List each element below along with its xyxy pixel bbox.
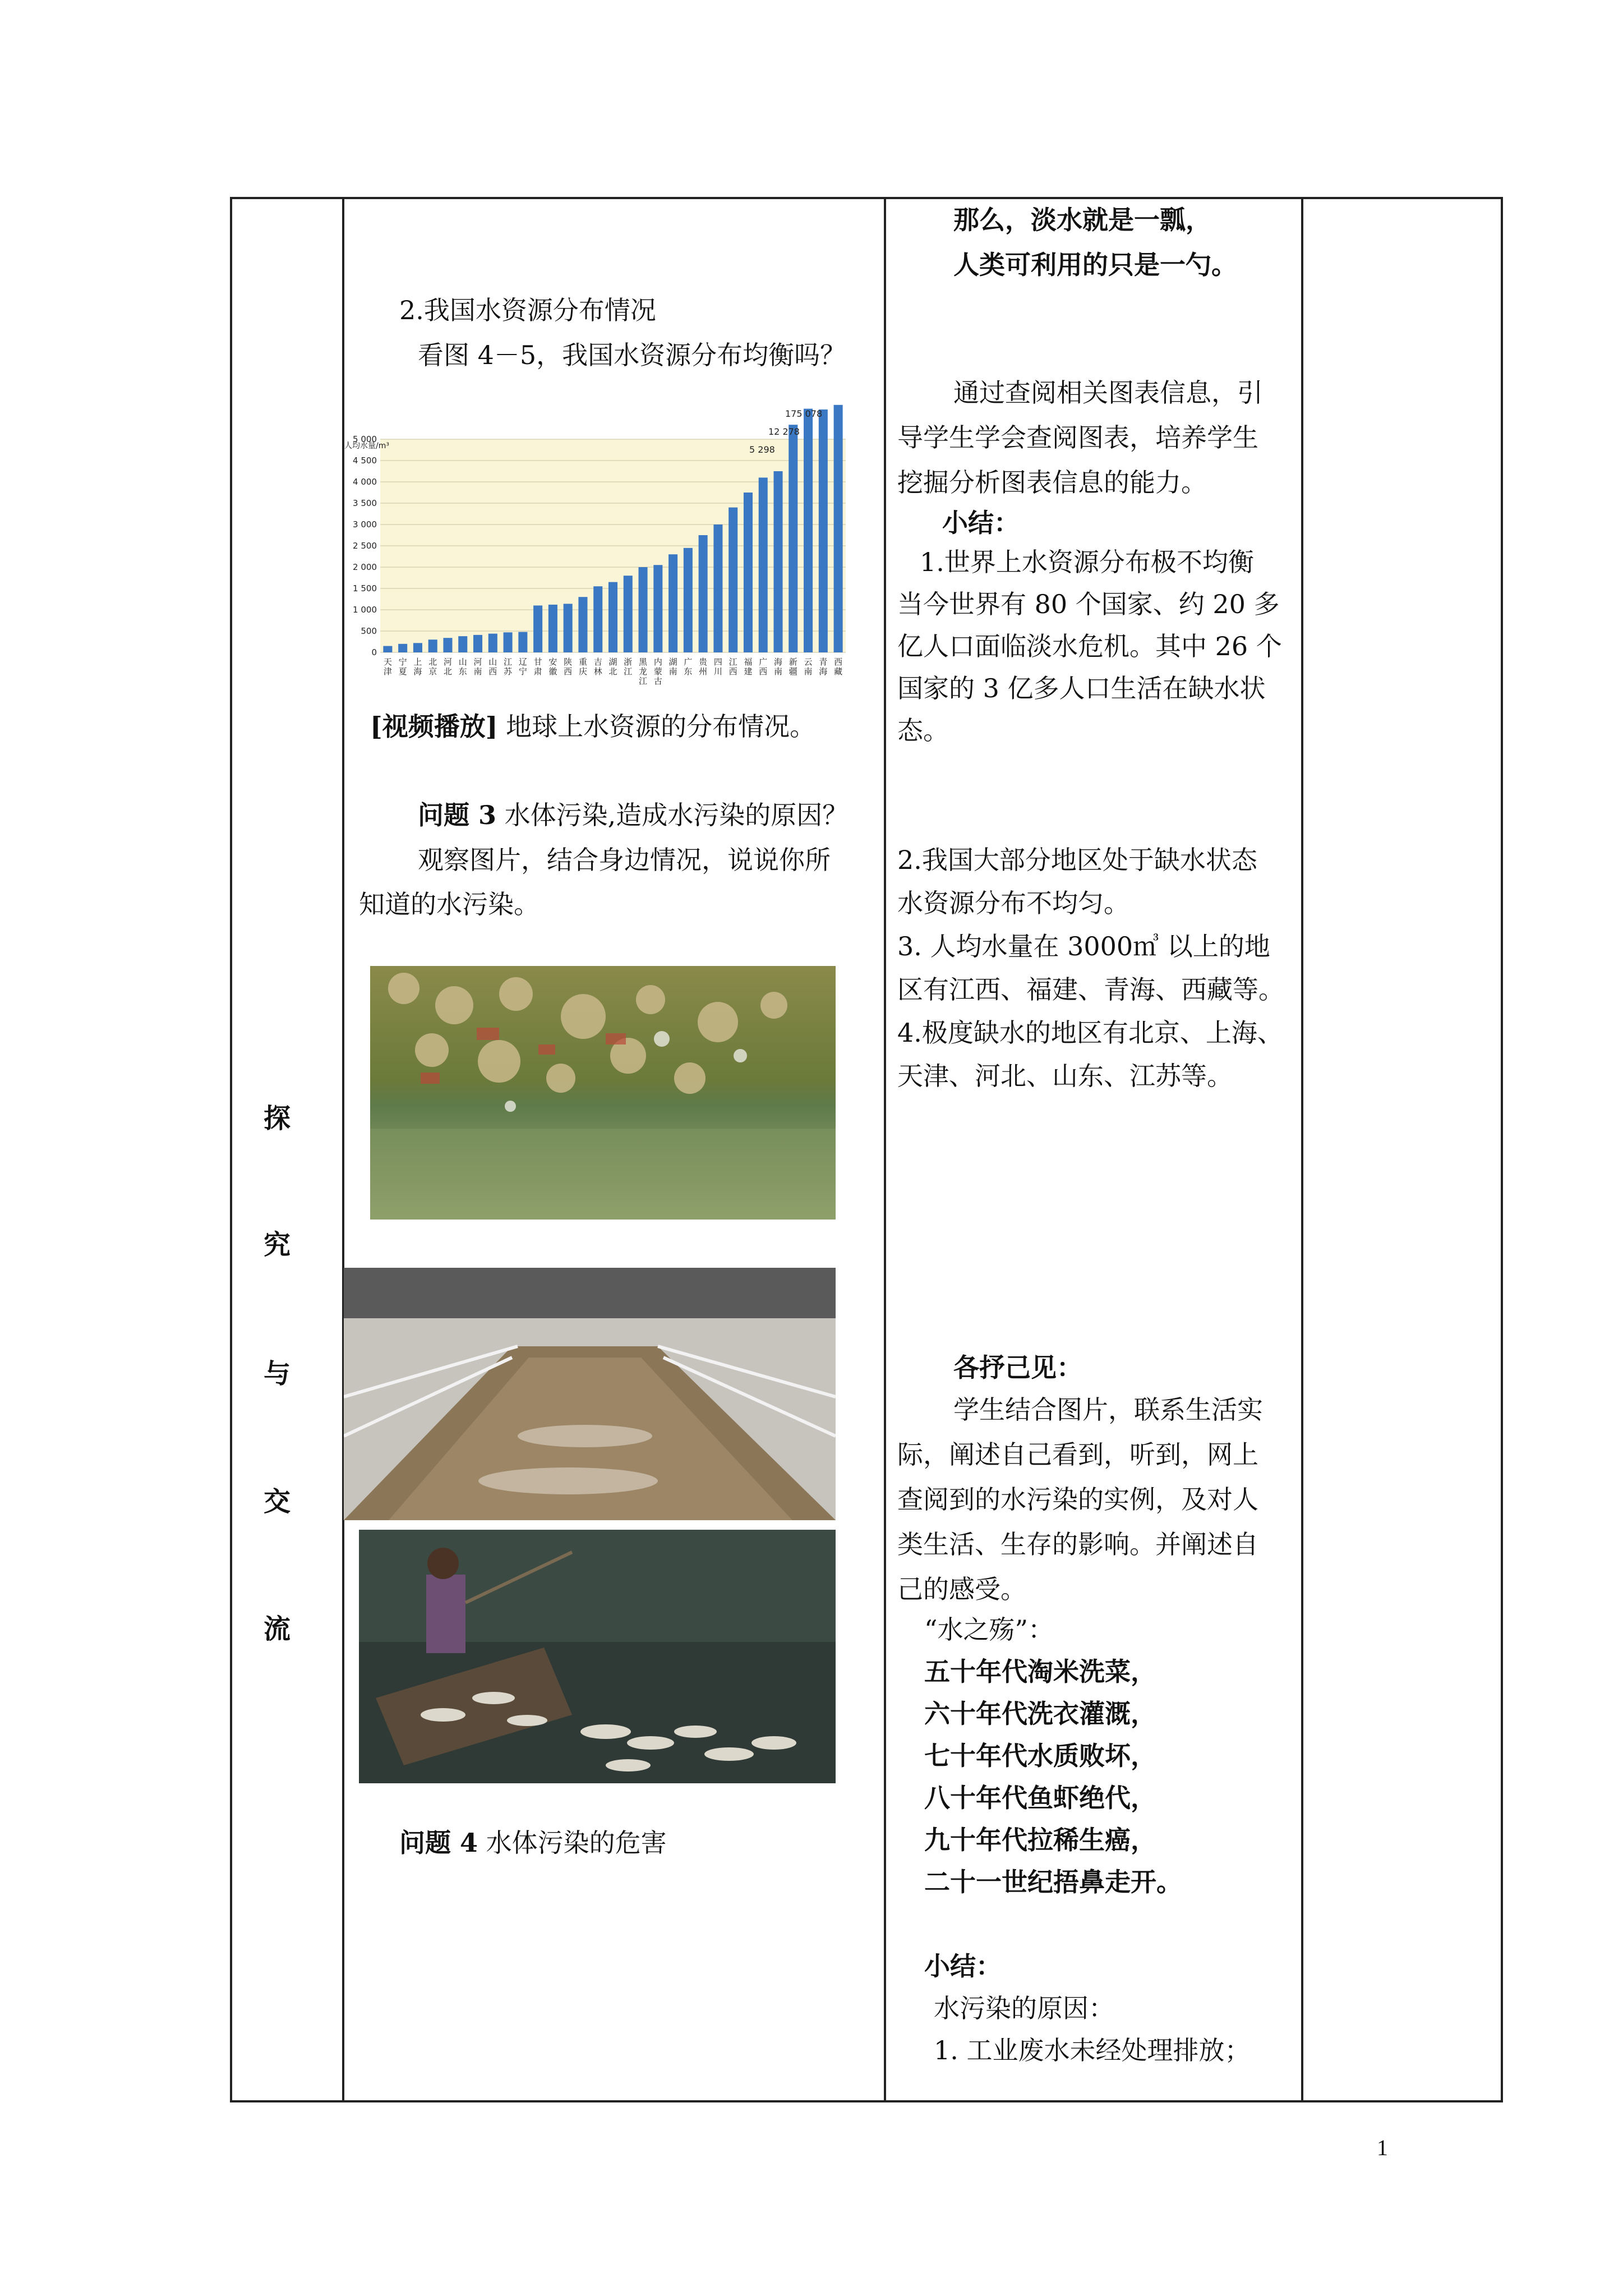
opinion-text: 查阅到的水污染的实例，及对人 xyxy=(897,1484,1258,1515)
chart-bar xyxy=(759,477,768,652)
chart-y-tick-label: 4 000 xyxy=(353,477,377,487)
chart-bar xyxy=(443,638,452,652)
chart-y-tick-label: 2 500 xyxy=(353,541,377,551)
chart-x-tick-label: 西藏 xyxy=(834,657,843,677)
water-per-capita-chart xyxy=(342,401,855,707)
purpose-text: 通过查阅相关图表信息，引 xyxy=(953,378,1263,408)
chart-bar xyxy=(639,567,648,652)
purpose-text: 导学生学会查阅图表，培养学生 xyxy=(897,422,1258,453)
chart-bar xyxy=(593,586,602,652)
section-label-char: 与 xyxy=(264,1358,291,1389)
chart-x-tick-label: 四川 xyxy=(713,657,722,677)
chart-x-tick-label: 河北 xyxy=(443,657,452,677)
chart-x-tick-label: 天津 xyxy=(383,657,392,677)
chart-bar xyxy=(773,471,782,652)
question-3 xyxy=(418,793,848,838)
chart-x-tick-label: 河南 xyxy=(473,657,482,677)
chart-x-tick-label: 重庆 xyxy=(578,657,587,677)
chart-x-tick-label: 湖南 xyxy=(668,657,677,677)
chart-bar xyxy=(488,634,497,652)
q4-text: 水体污染的危害 xyxy=(478,1828,667,1858)
chart-x-tick-label: 甘肃 xyxy=(533,657,542,677)
chart-y-tick-label: 4 500 xyxy=(353,455,377,466)
summary-label: 小结： xyxy=(942,508,1020,538)
summary-text: 国家的 3 亿多人口生活在缺水状 xyxy=(897,673,1266,703)
chart-bar xyxy=(608,582,617,652)
opinion-text: 学生结合图片，联系生活实 xyxy=(953,1395,1263,1425)
chart-bar xyxy=(834,439,843,652)
poem-line: 人类可利用的只是一勺。 xyxy=(953,250,1237,280)
opinion-label: 各抒己见： xyxy=(953,1352,1082,1383)
water-poem-line: 八十年代鱼虾绝代， xyxy=(924,1783,1156,1813)
summary-text: 亿人口面临淡水危机。其中 26 个 xyxy=(897,631,1282,661)
chart-y-tick-label: 500 xyxy=(361,626,377,636)
chart-y-tick-label: 3 000 xyxy=(353,519,377,530)
section-label-char: 交 xyxy=(264,1486,291,1517)
q3-tag: 问题 3 xyxy=(418,800,497,830)
chart-bar xyxy=(533,605,542,652)
chart-bar xyxy=(504,632,513,652)
water-title: “水之殇”： xyxy=(924,1614,1054,1645)
chart-bar xyxy=(728,508,737,652)
table-bottom-border xyxy=(230,2100,1503,2102)
chart-bar xyxy=(428,639,437,652)
chart-x-tick-label: 青海 xyxy=(819,657,828,677)
chart-annotation: 175 078 xyxy=(785,408,823,419)
chart-x-tick-label: 贵州 xyxy=(699,657,708,677)
photo-sewage-channel xyxy=(344,1268,836,1520)
opinion-text: 类生活、生存的影响。并阐述自 xyxy=(897,1529,1258,1559)
chart-x-tick-label: 新疆 xyxy=(789,657,797,677)
chart-bar xyxy=(744,493,753,652)
water-poem-line: 二十一世纪捂鼻走开。 xyxy=(924,1867,1182,1897)
section-label-char: 探 xyxy=(264,1103,291,1134)
chart-bar xyxy=(789,439,797,652)
chart-x-tick-label: 江西 xyxy=(728,657,737,677)
summary2-label: 小结： xyxy=(924,1951,1002,1981)
chart-bar xyxy=(518,632,527,652)
section-label-char: 流 xyxy=(264,1613,291,1645)
chart-x-tick-label: 辽宁 xyxy=(518,657,527,677)
table-left-border xyxy=(230,197,232,2102)
chart-x-tick-label: 浙江 xyxy=(624,657,633,677)
question-4 xyxy=(399,1820,667,1865)
purpose-text: 挖掘分析图表信息的能力。 xyxy=(897,467,1207,498)
water-poem-line: 九十年代拉稀生癌， xyxy=(924,1825,1156,1855)
video-line xyxy=(370,704,815,749)
summary-text: 当今世界有 80 个国家、约 20 多 xyxy=(897,589,1280,619)
q3-text: 水体污染,造成水污染的原因？ xyxy=(496,800,849,830)
chart-x-tick-label: 安徽 xyxy=(548,657,557,677)
photo-garbage-water xyxy=(370,966,836,1220)
cause-item: 1. 工业废水未经处理排放； xyxy=(934,2035,1251,2065)
water-poem-line: 五十年代淘米洗菜， xyxy=(924,1657,1156,1687)
chart-bar xyxy=(684,548,693,652)
chart-bar xyxy=(548,605,557,652)
cause-title: 水污染的原因： xyxy=(934,1993,1114,2023)
summary-text: 态。 xyxy=(897,715,949,746)
points-text: 区有江西、福建、青海、西藏等。 xyxy=(897,974,1284,1005)
chart-bar xyxy=(624,576,633,652)
points-text: 3. 人均水量在 3000㎥ 以上的地 xyxy=(897,931,1270,961)
chart-bar xyxy=(398,644,407,652)
chart-y-axis-label: 人均水量/m³ xyxy=(344,441,389,450)
points-text: 水资源分布不均匀。 xyxy=(897,888,1129,918)
chart-x-tick-label: 黑龙江 xyxy=(639,657,648,686)
chart-x-tick-label: 山东 xyxy=(458,657,467,677)
chart-y-tick-label: 0 xyxy=(371,647,377,657)
chart-x-tick-label: 海南 xyxy=(774,657,783,677)
water-poem-line: 七十年代水质败坏， xyxy=(924,1741,1156,1771)
chart-bar xyxy=(668,554,677,652)
chart-y-tick-label: 1 500 xyxy=(353,583,377,593)
chart-bar xyxy=(819,439,828,652)
points-text: 天津、河北、山东、江苏等。 xyxy=(897,1061,1233,1091)
chart-x-tick-label: 吉林 xyxy=(593,657,602,677)
chart-x-tick-label: 云南 xyxy=(804,657,813,677)
chart-y-tick-label: 5 000 xyxy=(353,434,377,444)
opinion-text: 己的感受。 xyxy=(897,1574,1026,1604)
question-figure: 看图 4－5，我国水资源分布均衡吗？ xyxy=(418,340,846,370)
points-text: 4.极度缺水的地区有北京、上海、 xyxy=(897,1018,1283,1048)
page-number: 1 xyxy=(1377,2135,1388,2160)
poem-line: 那么，淡水就是一瓢， xyxy=(953,205,1211,235)
chart-x-tick-label: 上海 xyxy=(413,657,422,677)
chart-x-tick-label: 陕西 xyxy=(564,657,573,677)
chart-annotation: 12 278 xyxy=(768,426,800,437)
chart-bar xyxy=(653,565,662,652)
q4-tag: 问题 4 xyxy=(399,1828,478,1858)
chart-x-tick-label: 广西 xyxy=(759,657,768,677)
col-divider-2 xyxy=(884,197,886,2102)
col-divider-3 xyxy=(1301,197,1303,2102)
chart-bar xyxy=(699,535,708,652)
chart-x-tick-label: 内蒙古 xyxy=(653,657,662,686)
chart-y-tick-label: 2 000 xyxy=(353,562,377,572)
section-label-char: 究 xyxy=(264,1229,291,1260)
chart-bar xyxy=(413,643,422,652)
chart-bar xyxy=(458,636,467,652)
chart-y-tick-label: 1 000 xyxy=(353,605,377,615)
chart-x-tick-label: 宁夏 xyxy=(398,657,407,677)
chart-bar xyxy=(473,635,482,652)
video-tag: [视频播放] xyxy=(370,711,498,742)
chart-bar xyxy=(564,604,573,652)
observe-text: 知道的水污染。 xyxy=(359,889,540,919)
points-text: 2.我国大部分地区处于缺水状态 xyxy=(897,845,1257,875)
chart-x-tick-label: 湖北 xyxy=(608,657,617,677)
heading-water-distribution: 2.我国水资源分布情况 xyxy=(399,295,656,325)
table-top-border xyxy=(230,197,1503,199)
chart-bar xyxy=(804,439,813,652)
opinion-text: 际，阐述自己看到，听到，网上 xyxy=(897,1439,1258,1470)
chart-x-tick-label: 福建 xyxy=(744,657,753,677)
chart-bar xyxy=(383,646,392,652)
summary-text: 1.世界上水资源分布极不均衡 xyxy=(920,547,1254,577)
chart-bar xyxy=(713,524,722,652)
observe-text: 观察图片，结合身边情况，说说你所 xyxy=(418,845,831,875)
photo-dead-fish xyxy=(359,1530,836,1783)
water-poem-line: 六十年代洗衣灌溉， xyxy=(924,1699,1156,1729)
chart-x-tick-label: 北京 xyxy=(428,657,437,677)
chart-y-tick-label: 3 500 xyxy=(353,498,377,508)
chart-x-tick-label: 江苏 xyxy=(504,657,513,677)
video-text: 地球上水资源的分布情况。 xyxy=(497,711,816,742)
table-right-border xyxy=(1501,197,1503,2102)
chart-bar xyxy=(578,597,587,652)
chart-annotation: 5 298 xyxy=(749,444,775,455)
chart-bar-overflow xyxy=(834,405,843,439)
chart-x-tick-label: 山西 xyxy=(488,657,497,677)
chart-x-tick-label: 广东 xyxy=(684,657,693,677)
